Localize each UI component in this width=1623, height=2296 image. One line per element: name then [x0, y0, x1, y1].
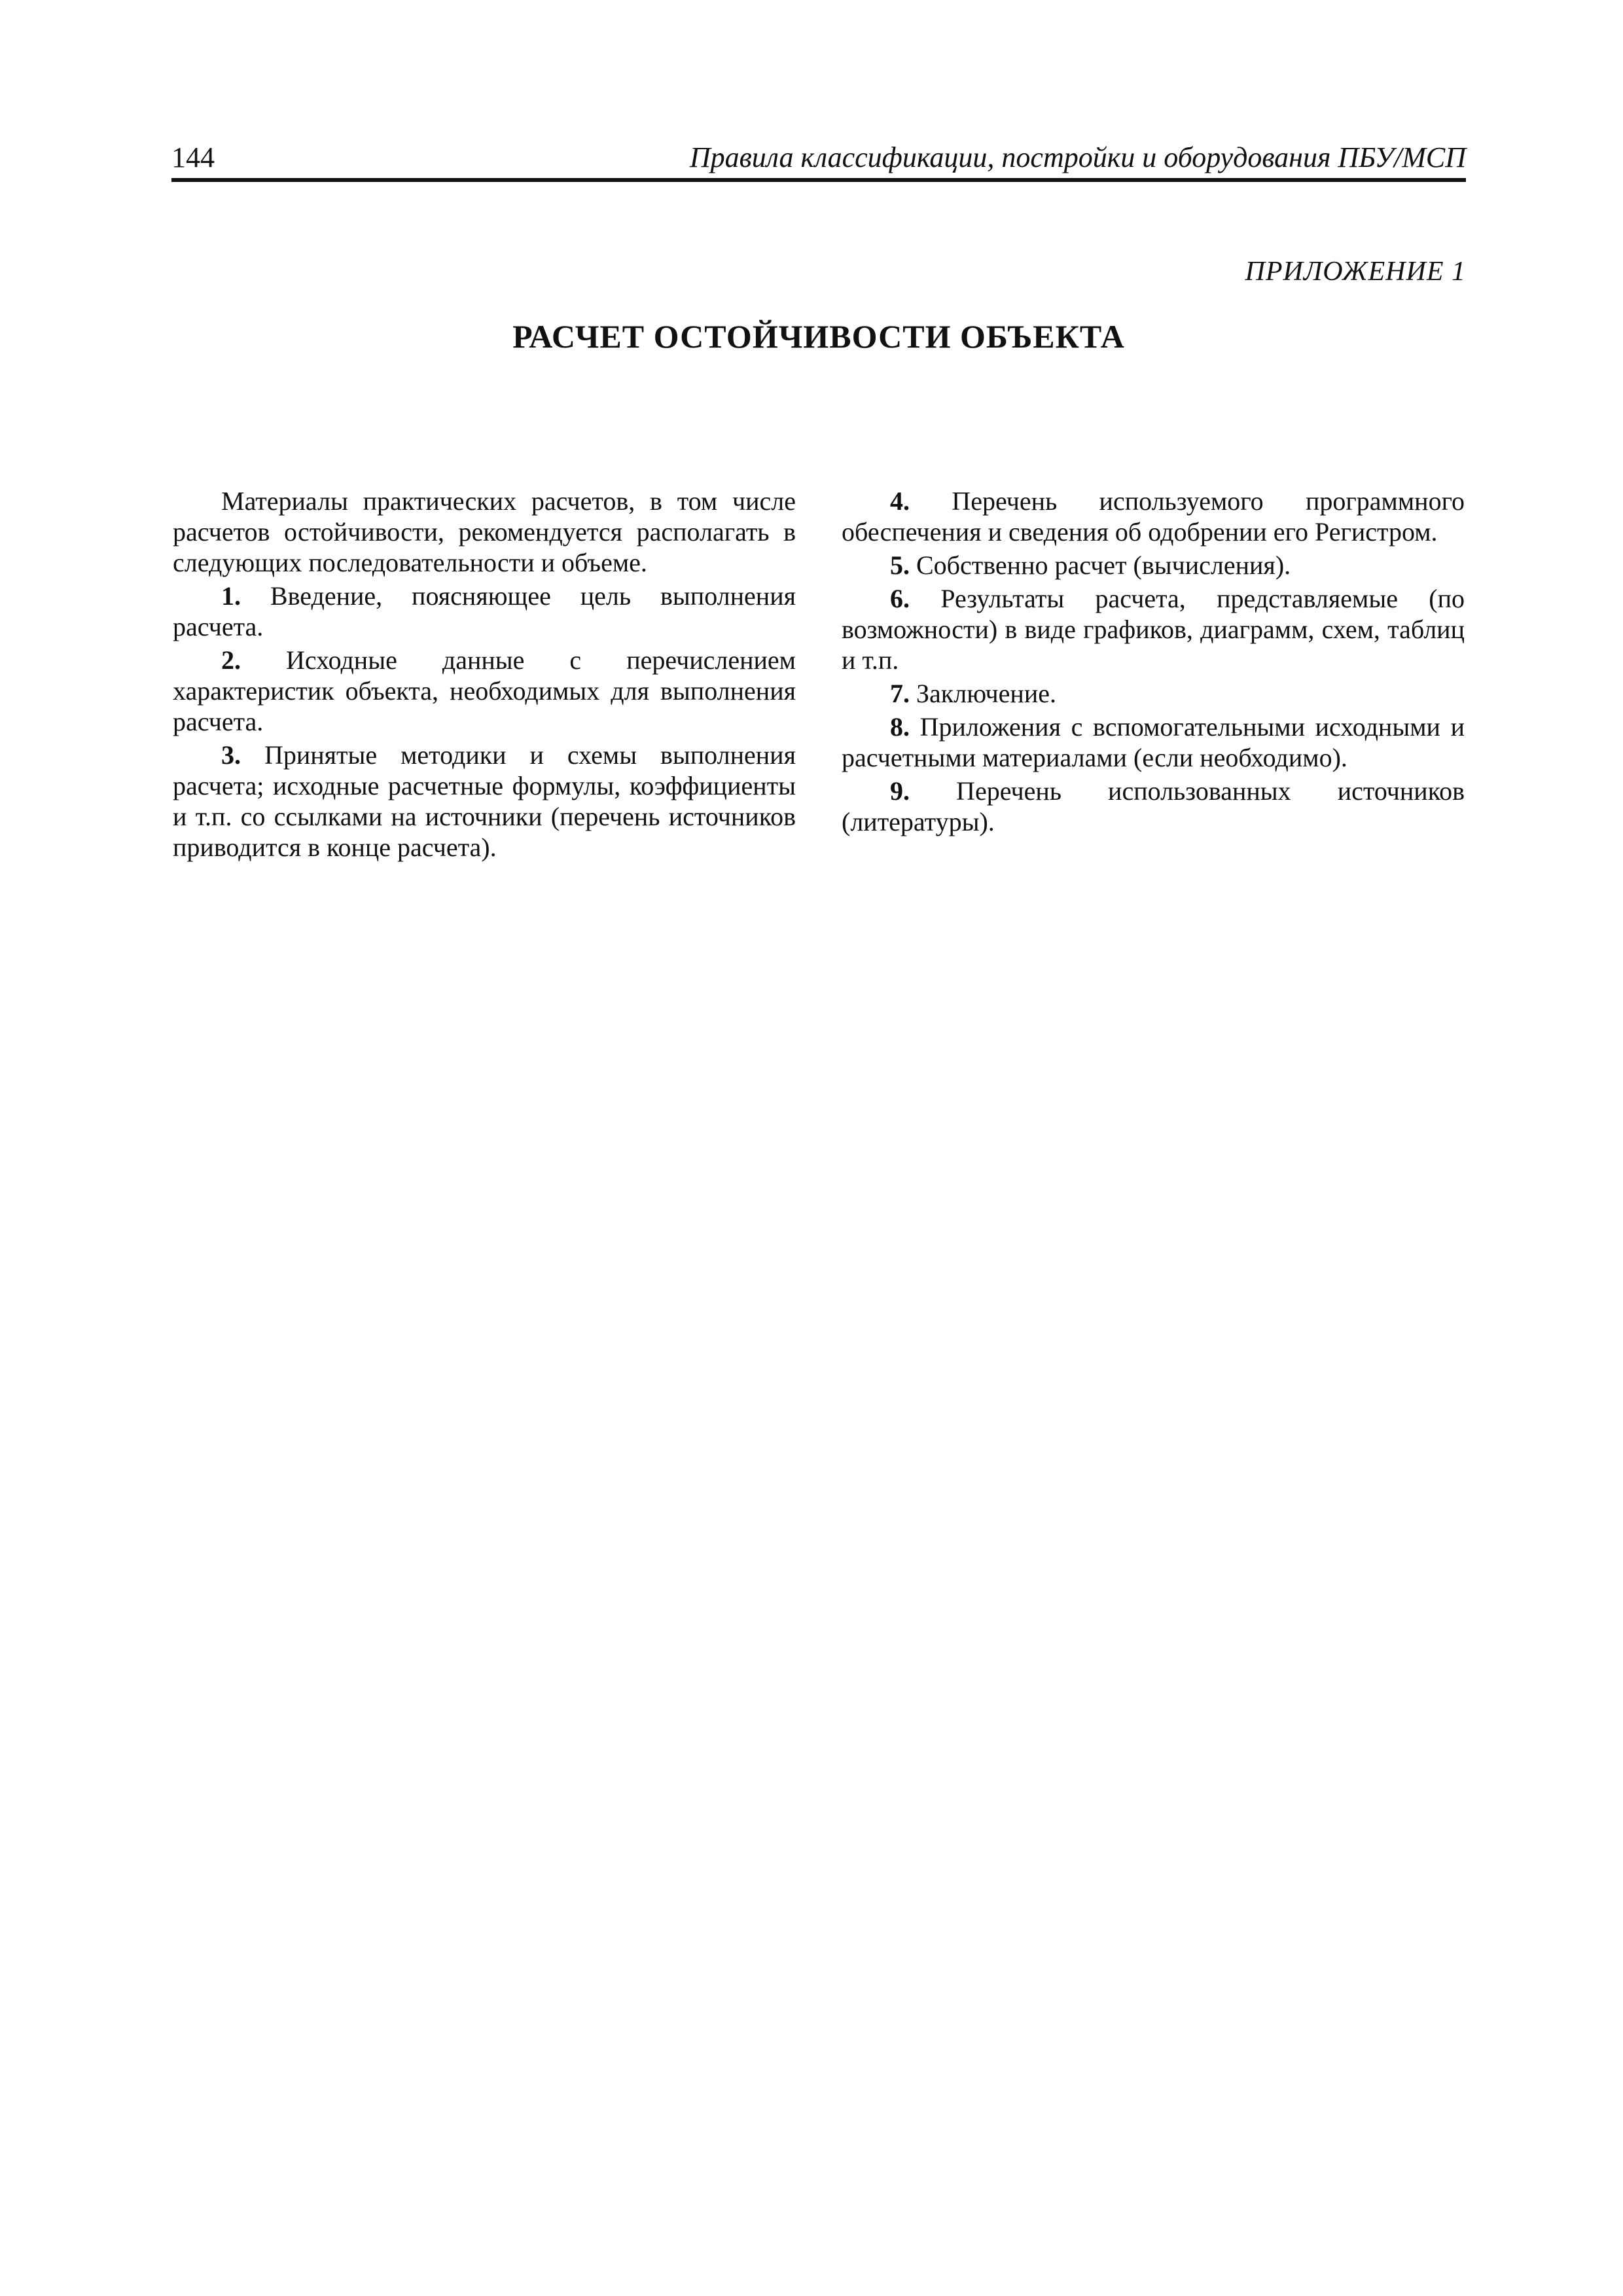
- item-number: 7.: [890, 679, 910, 708]
- running-header: [171, 139, 1466, 182]
- item-text: Перечень используемого программного обеспечения и сведения об одобрении его Регистром.: [842, 486, 1465, 547]
- item-text: Заключение.: [910, 679, 1056, 708]
- item-text: Принятые методики и схемы выполнения расчета; исходные расчетные формулы, коэффициенты и т.п. со ссылками на источники (перечень источников приводится в конце расчета).: [173, 740, 796, 862]
- page-number: 144: [171, 141, 215, 173]
- item-number: 3.: [221, 740, 241, 770]
- list-item: [842, 486, 1465, 547]
- list-item: [842, 776, 1465, 837]
- item-text: Исходные данные с перечислением характеристик объекта, необходимых для выполнения расчета.: [173, 645, 796, 736]
- right-column: [842, 486, 1465, 840]
- item-number: 9.: [890, 776, 910, 806]
- list-item: [173, 740, 796, 863]
- item-number: 6.: [890, 584, 910, 613]
- item-text: Результаты расчета, представляемые (по возможности) в виде графиков, диаграмм, схем, таблиц и т.п.: [842, 584, 1465, 675]
- item-number: 4.: [890, 486, 910, 516]
- document-title: РАСЧЕТ ОСТОЙЧИВОСТИ ОБЪЕКТА: [512, 318, 1125, 355]
- left-column: [173, 486, 796, 865]
- item-number: 5.: [890, 550, 910, 580]
- list-item: [842, 550, 1465, 581]
- item-text: Собственно расчет (вычисления).: [910, 550, 1291, 580]
- item-text: Введение, поясняющее цель выполнения расчета.: [173, 581, 796, 641]
- item-number: 1.: [221, 581, 241, 611]
- list-item: [842, 678, 1465, 709]
- running-title: Правила классификации, постройки и оборудования ПБУ/МСП: [689, 141, 1466, 173]
- list-item: [842, 583, 1465, 675]
- item-number: 8.: [890, 712, 910, 742]
- intro-paragraph: Материалы практических расчетов, в том числе расчетов остойчивости, рекомендуется располагать в следующих последовательности и объеме.: [173, 486, 796, 577]
- item-text: Перечень использованных источников (литературы).: [842, 776, 1465, 836]
- item-text: Приложения с вспомогательными исходными и расчетными материалами (если необходимо).: [842, 712, 1465, 772]
- list-item: [842, 711, 1465, 773]
- list-item: [173, 645, 796, 737]
- appendix-label: ПРИЛОЖЕНИЕ 1: [1245, 257, 1466, 287]
- list-item: [173, 581, 796, 642]
- item-number: 2.: [221, 645, 241, 675]
